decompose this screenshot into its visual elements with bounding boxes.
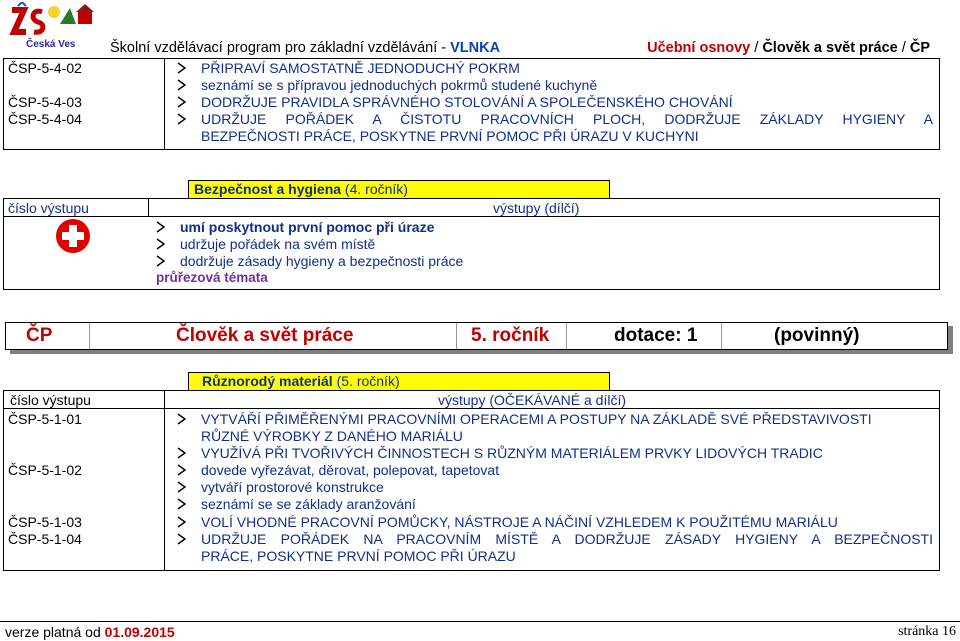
arrow-bullet-icon bbox=[175, 515, 189, 529]
table1-item: PŘIPRAVÍ SAMOSTATNĚ JEDNODUCHÝ POKRM bbox=[175, 60, 520, 76]
section2-item: seznámí se se základy aranžování bbox=[175, 496, 416, 512]
school-logo bbox=[4, 2, 100, 52]
arrow-bullet-icon bbox=[175, 532, 189, 546]
footer-rule bbox=[0, 621, 960, 622]
cp-divider bbox=[566, 323, 567, 349]
first-aid-cross-icon bbox=[55, 218, 91, 254]
section1-item: umí poskytnout první pomoc při úraze bbox=[154, 219, 434, 235]
section2-col-outputs: výstupy (OČEKÁVANÉ a dílčí) bbox=[438, 392, 627, 408]
program-name: VLNKA bbox=[450, 40, 501, 56]
table1-item: UDRŽUJE POŘÁDEK A ČISTOTU PRACOVNÍCH PLOCH, DODRŽUJE ZÁKLADY HYGIENY A bbox=[175, 111, 933, 127]
section2-code: ČSP-5-1-04 bbox=[8, 531, 82, 547]
arrow-bullet-icon bbox=[175, 480, 189, 494]
logo-text: Česká Ves bbox=[26, 39, 76, 50]
table1-code: ČSP-5-4-02 bbox=[8, 60, 82, 76]
arrow-bullet-icon bbox=[175, 463, 189, 477]
section1-body-row bbox=[3, 216, 940, 290]
cp-grade: 5. ročník bbox=[471, 325, 550, 346]
table1-item: DODRŽUJE PRAVIDLA SPRÁVNÉHO STOLOVÁNÍ A SPOLEČENSKÉHO CHOVÁNÍ bbox=[175, 94, 733, 110]
section2-item: VYUŽÍVÁ PŘI TVOŘIVÝCH ČINNOSTECH S RŮZNÝM MATERIÁLEM PRVKY LIDOVÝCH TRADIC bbox=[175, 445, 823, 461]
section2-code: ČSP-5-1-01 bbox=[8, 411, 82, 427]
section2-col-code: číslo výstupu bbox=[10, 392, 91, 408]
footer-date: 01.09.2015 bbox=[104, 624, 175, 640]
section1-item: dodržuje zásady hygieny a bezpečnosti práce bbox=[154, 253, 463, 269]
section1-col-outputs: výstupy (dílčí) bbox=[493, 200, 580, 216]
table1-code: ČSP-5-4-03 bbox=[8, 94, 82, 110]
cp-subject-bar bbox=[5, 322, 948, 350]
section2-item: VYTVÁŘÍ PŘIMĚŘENÝMI PRACOVNÍMI OPERACEMI A POSTUPY NA ZÁKLADĚ SVÉ PŘEDSTAVIVOSTI bbox=[175, 411, 872, 427]
section1-col-code: číslo výstupu bbox=[8, 200, 89, 216]
section2-item: UDRŽUJE POŘÁDEK NA PRACOVNÍM MÍSTĚ A DODRŽUJE ZÁSADY HYGIENY A BEZPEČNOSTI bbox=[175, 531, 933, 547]
section2-item-continuation: PRÁCE, POSKYTNE PRVNÍ POMOC PŘI ÚRAZU bbox=[201, 548, 516, 564]
arrow-bullet-icon bbox=[154, 220, 168, 234]
section2-code: ČSP-5-1-02 bbox=[8, 462, 82, 478]
curriculum-breadcrumb: Učební osnovy / Člověk a svět práce / ČP bbox=[647, 40, 930, 56]
cp-type: (povinný) bbox=[774, 325, 860, 346]
table1-item-continuation: BEZPEČNOSTI PRÁCE, POSKYTNE PRVNÍ POMOC PŘI ÚRAZU V KUCHYNI bbox=[201, 128, 699, 144]
cp-hours: dotace: 1 bbox=[614, 325, 698, 346]
section2-item: vytváří prostorové konstrukce bbox=[175, 479, 384, 495]
arrow-bullet-icon bbox=[175, 497, 189, 511]
arrow-bullet-icon bbox=[175, 446, 189, 460]
cp-abbr: ČP bbox=[26, 325, 53, 346]
section1-cross-curricular-label: průřezová témata bbox=[156, 270, 268, 285]
table1-item: seznámí se s přípravou jednoduchých pokrmů studené kuchyně bbox=[175, 77, 597, 93]
cp-subject-name: Člověk a svět práce bbox=[176, 325, 354, 346]
cp-divider bbox=[456, 323, 457, 349]
section1-header-row bbox=[3, 198, 940, 217]
footer-version: verze platná od 01.09.2015 bbox=[5, 624, 175, 640]
section2-item: VOLÍ VHODNÉ PRACOVNÍ POMŮCKY, NÁSTROJE A NÁČINÍ VZHLEDEM K POUŽITÉMU MARIÁLU bbox=[175, 514, 838, 530]
arrow-bullet-icon bbox=[154, 254, 168, 268]
cp-divider bbox=[721, 323, 722, 349]
section2-code: ČSP-5-1-03 bbox=[8, 514, 82, 530]
section1-item: udržuje pořádek na svém místě bbox=[154, 236, 375, 252]
arrow-bullet-icon bbox=[175, 61, 189, 75]
arrow-bullet-icon bbox=[175, 112, 189, 126]
arrow-bullet-icon bbox=[154, 237, 168, 251]
section2-title: Různorodý materiál (5. ročník) bbox=[202, 373, 400, 389]
table1-code: ČSP-5-4-04 bbox=[8, 111, 82, 127]
section2-item-continuation: RŮZNÉ VÝROBKY Z DANÉHO MARIÁLU bbox=[201, 428, 463, 444]
footer-page-number: stránka 16 bbox=[898, 624, 956, 639]
cp-divider bbox=[89, 323, 90, 349]
arrow-bullet-icon bbox=[175, 78, 189, 92]
section1-title: Bezpečnost a hygiena (4. ročník) bbox=[194, 181, 408, 197]
arrow-bullet-icon bbox=[175, 95, 189, 109]
arrow-bullet-icon bbox=[175, 412, 189, 426]
program-title: Školní vzdělávací program pro základní vzdělávání - VLNKA bbox=[110, 40, 501, 56]
section2-item: dovede vyřezávat, děrovat, polepovat, tapetovat bbox=[175, 462, 499, 478]
section2-divider bbox=[164, 390, 165, 409]
section1-divider bbox=[148, 198, 149, 217]
